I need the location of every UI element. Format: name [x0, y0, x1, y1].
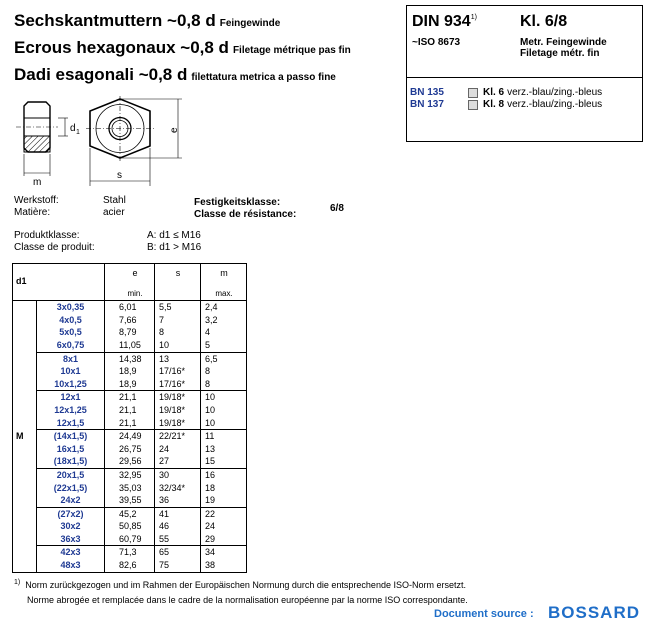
cell-value: 20x1,5 — [56, 469, 85, 480]
strength-value: 6/8 — [330, 203, 344, 214]
cell-value: 18,9 — [119, 366, 137, 377]
dimensions-table — [12, 263, 247, 573]
cell-value: 3x0,35 — [56, 302, 85, 313]
e-cell — [105, 430, 155, 469]
cell-value: 8x1 — [62, 353, 79, 364]
cell-value: 18 — [205, 482, 216, 493]
cell-value: 41 — [159, 508, 170, 519]
e-cell — [105, 468, 155, 507]
cell-value: 3,2 — [205, 314, 218, 325]
e-cell — [105, 546, 155, 572]
cell-value: 19 — [205, 495, 216, 506]
cell-value: 10x1 — [60, 366, 81, 377]
din-standard: DIN 934$^{1)}$ — [412, 13, 477, 30]
cell-value: 27 — [159, 456, 170, 467]
strength-labels: Festigkeitsklasse: Classe de résistance: — [194, 197, 297, 220]
size-cell — [37, 301, 105, 352]
bn-row[interactable]: BN 137 Kl. 8 verz.-blau/zing.-bleus — [410, 99, 603, 110]
m-cell — [201, 430, 247, 469]
cell-value: 11,05 — [119, 339, 141, 350]
material-labels: Werkstoff: Matière: — [14, 195, 59, 218]
cell-value: 12x1 — [60, 392, 81, 403]
cell-value: 8 — [205, 366, 211, 377]
checkbox-icon — [468, 88, 478, 98]
footnote-de: $^{1)}$ Norm zurückgezogen und im Rahmen der Europäischen Normung durch die entsprechende ISO-Norm ersetzt. — [14, 579, 466, 590]
footnote-fr: Norme abrogée et remplacée dans le cadre de la normalisation européenne par la norme ISO correspondante. — [27, 595, 468, 605]
m-cell — [201, 352, 247, 391]
size-cell — [37, 391, 105, 430]
cell-value: (18x1,5) — [53, 456, 88, 467]
m-cell — [201, 468, 247, 507]
side-view — [16, 102, 80, 188]
cell-value: 16 — [205, 469, 216, 480]
cell-value: 8 — [205, 378, 211, 389]
header-m: m max. — [201, 264, 247, 301]
cell-value: 24,49 — [119, 431, 142, 442]
cell-value: 24 — [159, 443, 170, 454]
cell-value: 8,79 — [119, 327, 137, 338]
cell-value: 15 — [205, 456, 216, 467]
cell-value: 30x2 — [60, 521, 81, 532]
title-it: Dadi esagonali ~0,8 d filettatura metrica a passo fine — [14, 65, 336, 84]
title-block — [14, 12, 351, 93]
cell-value: 45,2 — [119, 508, 137, 519]
cell-value: 75 — [159, 560, 170, 571]
cell-value: 32/34* — [159, 482, 186, 493]
bossard-logo: BOSSARD — [548, 603, 641, 622]
table-row — [13, 546, 247, 572]
bn-row[interactable]: BN 135 Kl. 6 verz.-blau/zing.-bleus — [410, 87, 603, 98]
cell-value: 22 — [205, 508, 216, 519]
cell-value: 24x2 — [60, 495, 81, 506]
dim-e-label: e — [169, 127, 180, 133]
cell-value: 12x1,5 — [56, 417, 85, 428]
strength-class: Kl. 6/8 — [520, 13, 568, 30]
cell-value: 10 — [159, 339, 170, 350]
cell-value: 55 — [159, 533, 170, 544]
cell-value: 29,56 — [119, 456, 142, 467]
cell-value: 26,75 — [119, 443, 142, 454]
cell-value: 10x1,25 — [54, 378, 87, 389]
document-source-label: Document source : — [434, 608, 534, 620]
s-cell — [155, 546, 201, 572]
s-cell — [155, 468, 201, 507]
cell-value: 29 — [205, 533, 216, 544]
s-cell — [155, 507, 201, 546]
cell-value: 14,38 — [119, 353, 142, 364]
cell-value: 46 — [159, 521, 170, 532]
cell-value: 21,1 — [119, 404, 137, 415]
cell-value: 11 — [205, 431, 215, 442]
table-row — [13, 468, 247, 507]
e-cell — [105, 391, 155, 430]
s-cell — [155, 430, 201, 469]
size-cell — [37, 507, 105, 546]
svg-text:1: 1 — [76, 129, 80, 136]
cell-value: 24 — [205, 521, 216, 532]
cell-value: 36x3 — [60, 533, 81, 544]
front-view — [86, 96, 182, 186]
cell-value: (22x1,5) — [53, 482, 88, 493]
table-row — [13, 301, 247, 352]
product-labels: Produktklasse: Classe de produit: — [14, 230, 95, 253]
cell-value: 82,6 — [119, 560, 137, 571]
cell-value: 6,5 — [205, 353, 218, 364]
cell-value: 17/16* — [159, 378, 186, 389]
s-cell — [155, 301, 201, 352]
table-row — [13, 391, 247, 430]
table-row — [13, 352, 247, 391]
cell-value: 5 — [205, 339, 211, 350]
cell-value: 34 — [205, 547, 216, 558]
cell-value: 32,95 — [119, 469, 142, 480]
header-s: s — [155, 264, 201, 301]
standard-description: Metr. Feingewinde Filetage métr. fin — [520, 37, 607, 59]
size-cell — [37, 430, 105, 469]
dim-d1-label: d — [70, 123, 76, 134]
cell-value: 42x3 — [60, 547, 81, 558]
cell-value: 5x0,5 — [59, 327, 82, 338]
header-d1: d1 — [13, 264, 105, 301]
title-de: Sechskantmuttern ~0,8 d Feingewinde — [14, 11, 281, 30]
cell-value: 30 — [159, 469, 170, 480]
e-cell — [105, 352, 155, 391]
cell-value: (14x1,5) — [53, 431, 88, 442]
cell-value: 18,9 — [119, 378, 137, 389]
size-cell — [37, 468, 105, 507]
cell-value: 71,3 — [119, 547, 137, 558]
hex-nut-drawing — [10, 96, 195, 188]
cell-value: 22/21* — [159, 431, 186, 442]
cell-value: 10 — [205, 404, 216, 415]
m-cell — [201, 301, 247, 352]
m-cell — [201, 546, 247, 572]
cell-value: 6,01 — [119, 302, 137, 313]
cell-value: 60,79 — [119, 533, 142, 544]
iso-reference: ~ISO 8673 — [412, 37, 461, 48]
cell-value: 7,66 — [119, 314, 137, 325]
cell-value: 21,1 — [119, 417, 137, 428]
cell-value: 36 — [159, 495, 170, 506]
dim-m-label: m — [33, 177, 42, 188]
cell-value: 5,5 — [159, 302, 172, 313]
dim-s-label: s — [117, 170, 122, 181]
divider — [407, 77, 642, 78]
cell-value: 6x0,75 — [56, 339, 85, 350]
thread-type-cell: M — [13, 301, 37, 572]
m-cell — [201, 391, 247, 430]
material-values: Stahl acier — [103, 195, 126, 218]
cell-value: 17/16* — [159, 366, 186, 377]
cell-value: 13 — [205, 443, 216, 454]
cell-value: 19/18* — [159, 417, 186, 428]
cell-value: 21,1 — [119, 392, 137, 403]
title-fr: Ecrous hexagonaux ~0,8 d Filetage métrique pas fin — [14, 38, 351, 57]
cell-value: 7 — [159, 314, 165, 325]
cell-value: 8 — [159, 327, 165, 338]
table-header — [13, 264, 247, 301]
cell-value: 16x1,5 — [56, 443, 85, 454]
table-body — [13, 301, 247, 572]
cell-value: 38 — [205, 560, 216, 571]
size-cell — [37, 546, 105, 572]
s-cell — [155, 391, 201, 430]
e-cell — [105, 301, 155, 352]
cell-value: 10 — [205, 392, 216, 403]
s-cell — [155, 352, 201, 391]
table-row — [13, 430, 247, 469]
cell-value: (27x2) — [57, 508, 84, 519]
m-cell — [201, 507, 247, 546]
standard-box — [406, 5, 643, 142]
cell-value: 4x0,5 — [59, 314, 82, 325]
cell-value: 65 — [159, 547, 170, 558]
header-e: e min. — [105, 264, 155, 301]
table-row — [13, 507, 247, 546]
cell-value: 39,55 — [119, 495, 142, 506]
cell-value: 48x3 — [60, 560, 81, 571]
cell-value: 19/18* — [159, 404, 186, 415]
cell-value: 19/18* — [159, 392, 186, 403]
cell-value: 50,85 — [119, 521, 142, 532]
size-cell — [37, 352, 105, 391]
cell-value: 10 — [205, 417, 216, 428]
e-cell — [105, 507, 155, 546]
cell-value: 2,4 — [205, 302, 218, 313]
cell-value: 35,03 — [119, 482, 142, 493]
cell-value: 4 — [205, 327, 211, 338]
product-values: A: d1 ≤ M16 B: d1 > M16 — [147, 230, 202, 253]
checkbox-icon — [468, 100, 478, 110]
cell-value: 12x1,25 — [54, 404, 87, 415]
cell-value: 13 — [159, 353, 170, 364]
